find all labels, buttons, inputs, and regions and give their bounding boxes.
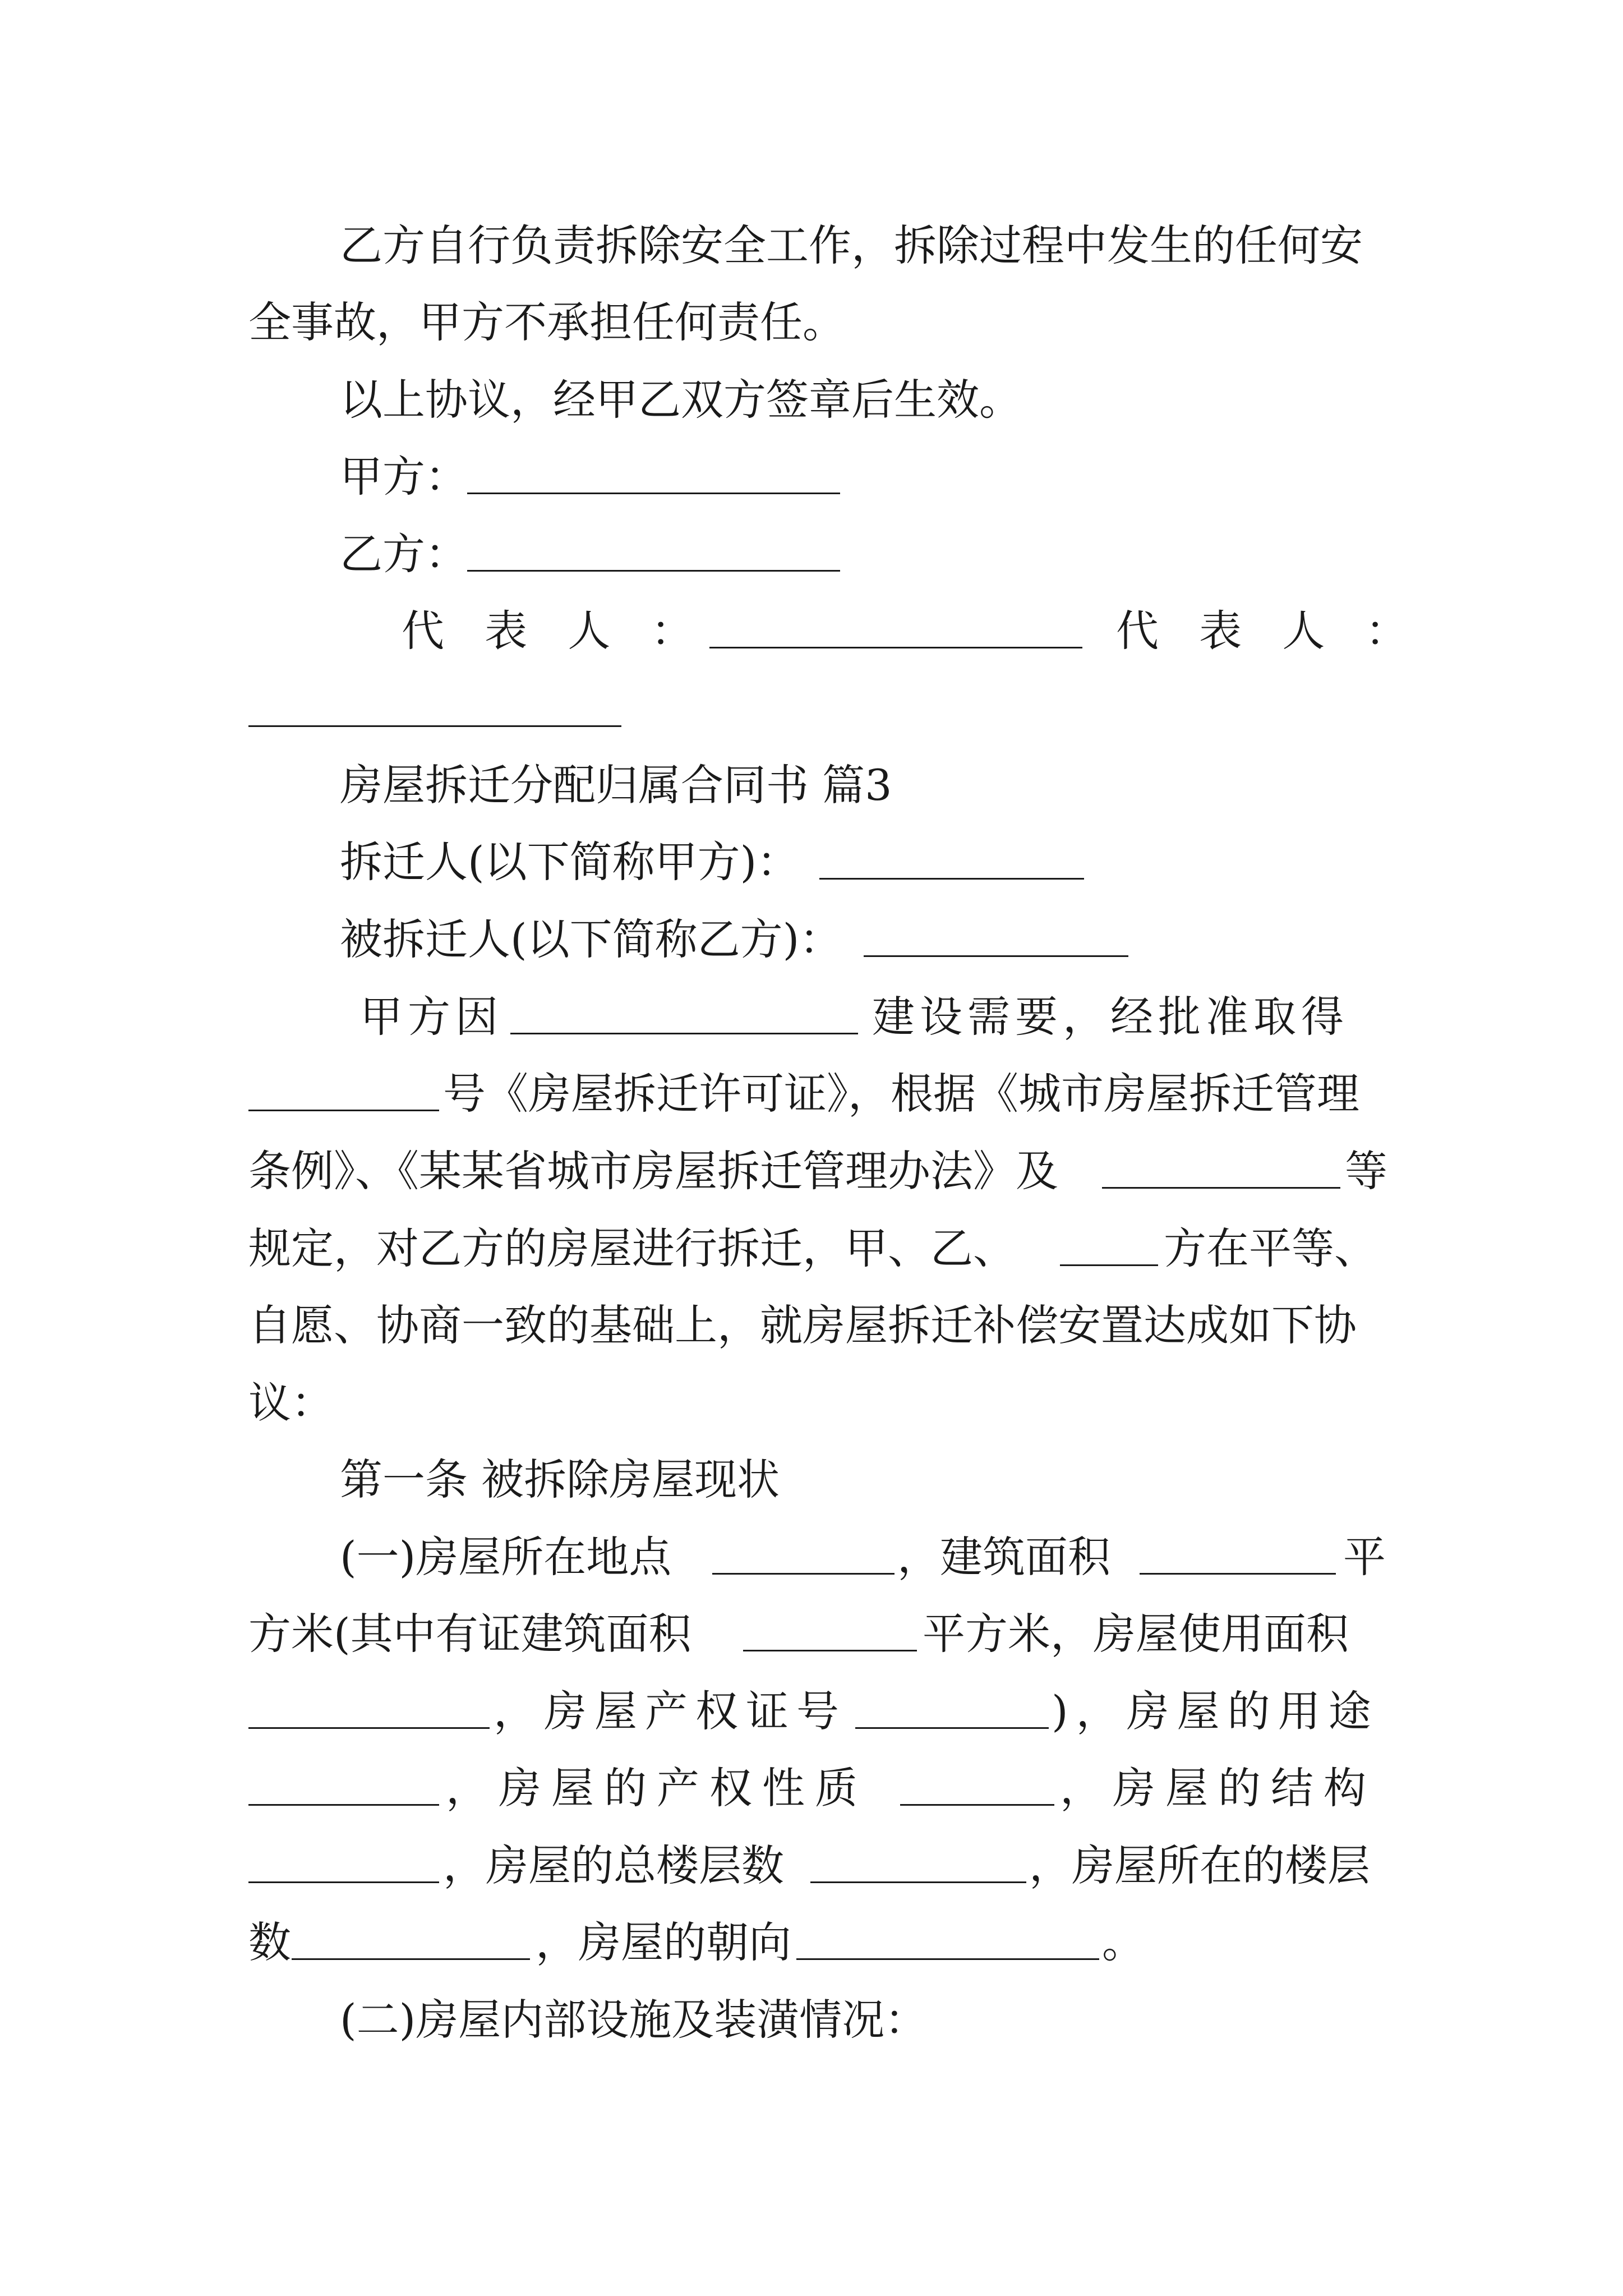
paragraph-line: ，房屋所在的楼层 — [1029, 1841, 1370, 1890]
paragraph-line: 规定，对乙方的房屋进行拆迁，甲、乙、 — [248, 1223, 1016, 1273]
paragraph-line: 。 — [1102, 1917, 1145, 1967]
permit-number-blank — [248, 1110, 439, 1111]
paragraph-line: (二)房屋内部设施及装潢情况： — [340, 1995, 928, 2045]
third-party-blank — [1060, 1264, 1158, 1266]
demolished-blank — [864, 955, 1128, 957]
building-area-blank — [1140, 1573, 1336, 1575]
certified-area-blank — [743, 1650, 917, 1651]
total-floors-blank — [810, 1881, 1026, 1883]
paragraph-line: 等 — [1345, 1146, 1387, 1196]
project-blank — [510, 1033, 858, 1034]
paragraph-line: 方在平等、 — [1164, 1223, 1377, 1273]
paragraph-line: 建设需要，经批准取得 — [872, 992, 1349, 1042]
paragraph-line: )，房屋的用途 — [1052, 1686, 1379, 1736]
paragraph-line: 平 — [1343, 1532, 1386, 1582]
orientation-blank — [796, 1958, 1099, 1960]
paragraph-line: (一)房屋所在地点 — [340, 1532, 672, 1582]
paragraph-line: ，房屋的结构 — [1060, 1763, 1376, 1813]
demolisher-blank — [819, 878, 1084, 880]
paragraph-line: 方米(其中有证建筑面积 — [248, 1609, 691, 1659]
paragraph-line: 乙方自行负责拆除安全工作，拆除过程中发生的任何安 — [340, 220, 1363, 270]
representative-a-blank — [709, 647, 1082, 648]
location-blank — [712, 1573, 895, 1575]
paragraph-line: 数 — [248, 1917, 291, 1967]
paragraph-line: 自愿、协商一致的基础上，就房屋拆迁补偿安置达成如下协 — [248, 1300, 1357, 1350]
structure-blank — [248, 1881, 439, 1883]
paragraph-line: 以上协议，经甲乙双方签章后生效。 — [340, 375, 1022, 425]
party-b-blank — [467, 570, 840, 572]
party-a-label: 甲方： — [340, 452, 468, 501]
paragraph-line: ，房屋的总楼层数 — [443, 1841, 784, 1890]
demolisher-label: 拆迁人(以下简称甲方)： — [340, 837, 800, 887]
property-nature-blank — [900, 1804, 1054, 1806]
paragraph-line: ，房屋产权证号 — [494, 1686, 847, 1736]
paragraph-line: 甲方因 — [360, 992, 503, 1042]
section-title: 房屋拆迁分配归属合同书 篇3 — [340, 760, 892, 810]
representative-b-blank — [248, 725, 621, 727]
representative-label-b: 代 表 人 ： — [1116, 606, 1422, 656]
floor-number-blank — [292, 1958, 530, 1960]
paragraph-line: 全事故，甲方不承担任何责任。 — [248, 297, 845, 347]
article-heading: 第一条 被拆除房屋现状 — [340, 1455, 780, 1504]
usable-area-blank — [248, 1727, 490, 1729]
paragraph-line: 条例》、《某某省城市房屋拆迁管理办法》及 — [248, 1146, 1058, 1196]
regulations-blank — [1102, 1187, 1340, 1189]
certificate-number-blank — [855, 1727, 1049, 1729]
party-a-blank — [467, 493, 840, 494]
paragraph-line: ，建筑面积 — [897, 1532, 1110, 1582]
usage-blank — [248, 1804, 439, 1806]
paragraph-line: 平方米，房屋使用面积 — [923, 1609, 1349, 1659]
paragraph-line: 号《房屋拆迁许可证》，根据《城市房屋拆迁管理 — [443, 1069, 1359, 1119]
party-b-label: 乙方： — [340, 529, 468, 579]
representative-label-a: 代 表 人 ： — [402, 606, 707, 656]
demolished-label: 被拆迁人(以下简称乙方)： — [340, 914, 842, 964]
paragraph-line: 议： — [248, 1378, 334, 1428]
paragraph-line: ，房屋的朝向 — [536, 1917, 791, 1967]
paragraph-line: ，房屋的产权性质 — [446, 1763, 868, 1813]
